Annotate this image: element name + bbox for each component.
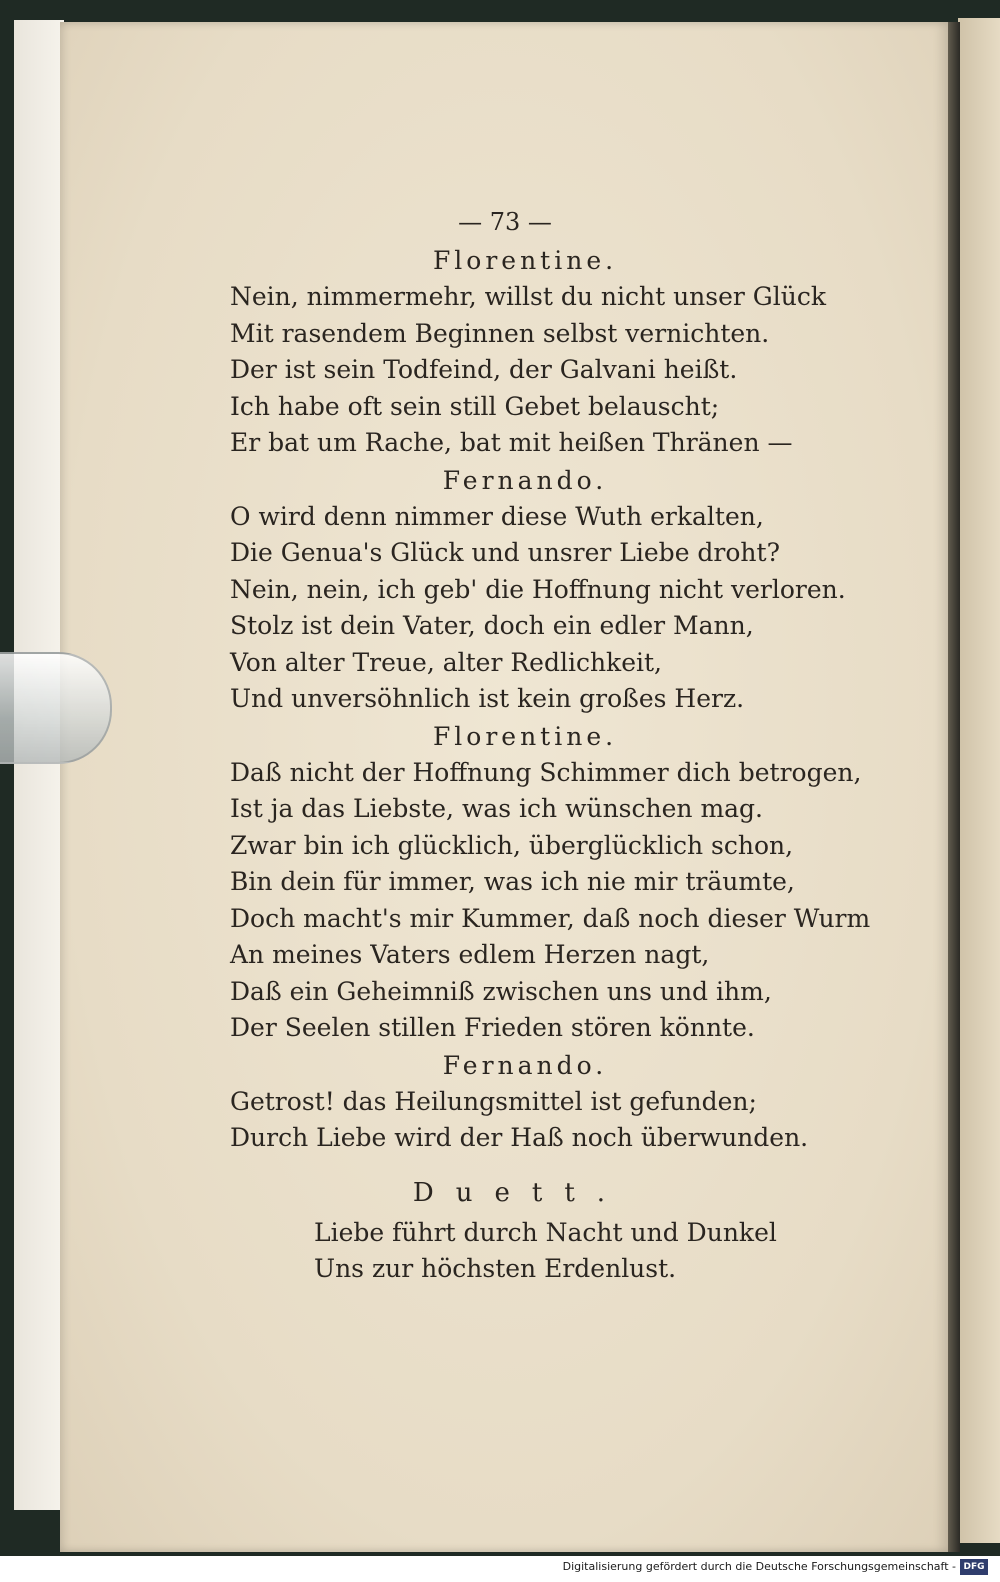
verse-line: Und unversöhnlich ist kein großes Herz.	[230, 684, 745, 713]
book-gutter	[946, 22, 960, 1552]
verse-line: Doch macht's mir Kummer, daß noch dieser Wurm	[230, 903, 871, 933]
speech-block	[230, 1047, 870, 1157]
page-number: — 73 —	[458, 208, 552, 236]
verse-line: Uns zur höchsten Erdenlust.	[314, 1254, 677, 1283]
verse-line: Von alter Treue, alter Redlichkeit,	[230, 647, 662, 677]
page-text	[230, 202, 870, 1288]
verse-line: Getrost! das Heilungsmittel ist gefunden;	[230, 1086, 757, 1116]
speaker-name: Fernando.	[442, 1050, 608, 1080]
verse-line: Der Seelen stillen Frieden stören könnte.	[230, 1013, 755, 1042]
speaker-name: Florentine.	[432, 721, 618, 751]
verse-line: Zwar bin ich glücklich, überglücklich schon,	[230, 830, 794, 860]
digitization-credit: Digitalisierung gefördert durch die Deutsche Forschungsgemeinschaft -	[562, 1560, 956, 1573]
spacer	[230, 1157, 870, 1171]
verse-line: An meines Vaters edlem Herzen nagt,	[230, 940, 710, 969]
footer-bar	[0, 1556, 1000, 1582]
verse-line: Daß ein Geheimniß zwischen uns und ihm,	[230, 976, 772, 1006]
speaker-name: Fernando.	[442, 465, 608, 495]
verse-line: Bin dein für immer, was ich nie mir träumte,	[230, 867, 795, 896]
facing-page-edge	[958, 18, 1000, 1543]
speaker-name: Florentine.	[432, 246, 618, 275]
speech-block	[230, 462, 870, 718]
verse-line: Ich habe oft sein still Gebet belauscht;	[230, 391, 720, 421]
page-clip	[0, 652, 112, 764]
duet-block	[230, 1171, 870, 1288]
verse-line: Nein, nein, ich geb' die Hoffnung nicht verloren.	[230, 574, 846, 604]
verse-line: Er bat um Rache, bat mit heißen Thränen —	[230, 428, 793, 457]
speech-block	[230, 718, 870, 1047]
dfg-logo-icon: DFG	[960, 1559, 988, 1575]
verse-line: Die Genua's Glück und unsrer Liebe droht?	[230, 538, 780, 567]
verse-line: Mit rasendem Beginnen selbst vernichten.	[230, 318, 770, 348]
verse-line: Ist ja das Liebste, was ich wünschen mag.	[230, 794, 764, 823]
verse-line: Daß nicht der Hoffnung Schimmer dich betrogen,	[230, 757, 862, 787]
verse-line: Nein, nimmermehr, willst du nicht unser Glück	[230, 282, 827, 311]
verse-line: Durch Liebe wird der Haß noch überwunden.	[230, 1123, 809, 1152]
verse-line: Stolz ist dein Vater, doch ein edler Mann,	[230, 611, 754, 640]
verse-line: Liebe führt durch Nacht und Dunkel	[314, 1217, 777, 1247]
book-cover-edge	[14, 20, 64, 1510]
speech-block	[230, 242, 870, 462]
verse-line: O wird denn nimmer diese Wuth erkalten,	[230, 501, 764, 531]
verse-line: Der ist sein Todfeind, der Galvani heißt.	[230, 355, 738, 384]
duet-title: Duett.	[412, 1177, 628, 1208]
